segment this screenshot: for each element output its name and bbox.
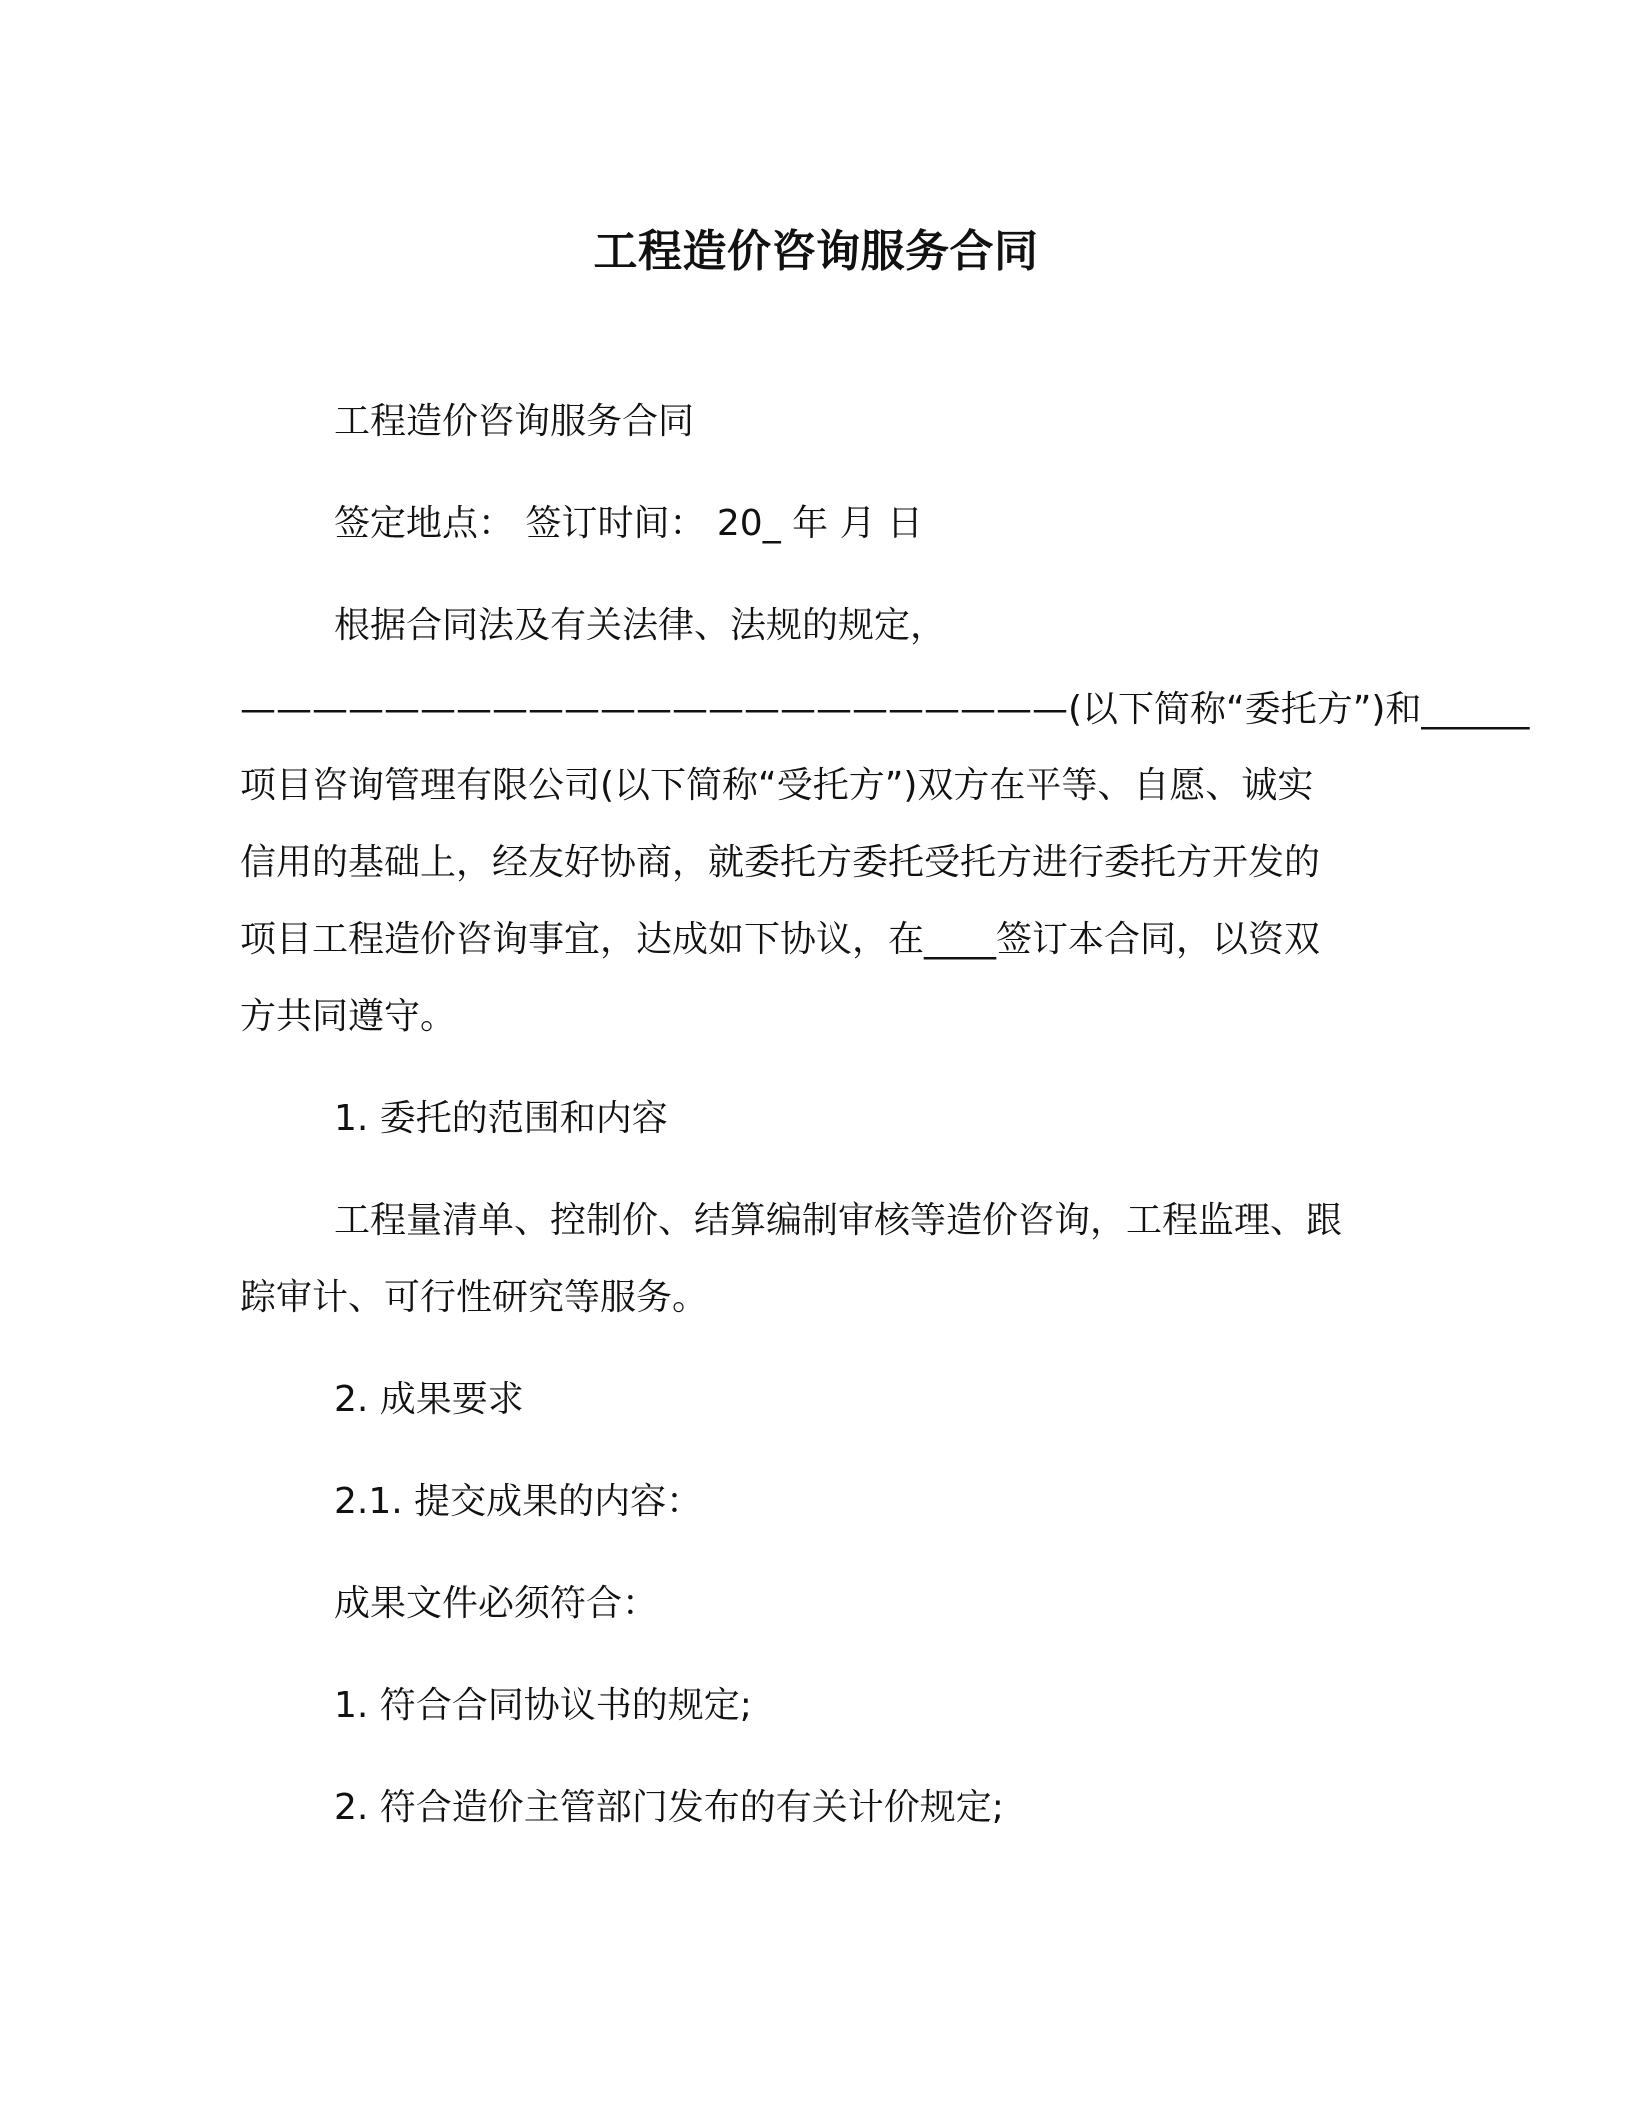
results-intro: 成果文件必须符合： <box>334 1583 659 1624</box>
results-item-1: 1. 符合合同协议书的规定; <box>334 1685 752 1726</box>
intro-line-5: 项目工程造价咨询事宜，达成如下协议，在____签订本合同，以资双 <box>240 919 1321 960</box>
intro-line-3: 项目咨询管理有限公司(以下简称“受托方”)双方在平等、自愿、诚实 <box>240 765 1314 806</box>
section-2-1-heading: 2.1. 提交成果的内容： <box>334 1481 703 1522</box>
document-title: 工程造价咨询服务合同 <box>593 226 1039 277</box>
section-1-heading: 1. 委托的范围和内容 <box>334 1098 668 1139</box>
intro-line-2: ———————————————————————(以下简称“委托方”)和______ <box>240 689 1530 730</box>
section-2-heading: 2. 成果要求 <box>334 1379 524 1420</box>
section-1-line-2: 踪审计、可行性研究等服务。 <box>240 1277 709 1318</box>
results-item-2: 2. 符合造价主管部门发布的有关计价规定; <box>334 1787 1004 1828</box>
section-1-line-1: 工程量清单、控制价、结算编制审核等造价咨询，工程监理、跟 <box>334 1200 1343 1241</box>
intro-line-1: 根据合同法及有关法律、法规的规定， <box>334 605 947 646</box>
contract-subtitle: 工程造价咨询服务合同 <box>334 401 695 442</box>
intro-line-6: 方共同遵守。 <box>240 996 457 1037</box>
signing-place-date-line: 签定地点： 签订时间： 20_ 年 月 日 <box>334 503 924 544</box>
intro-line-4: 信用的基础上，经友好协商，就委托方委托受托方进行委托方开发的 <box>240 842 1321 883</box>
